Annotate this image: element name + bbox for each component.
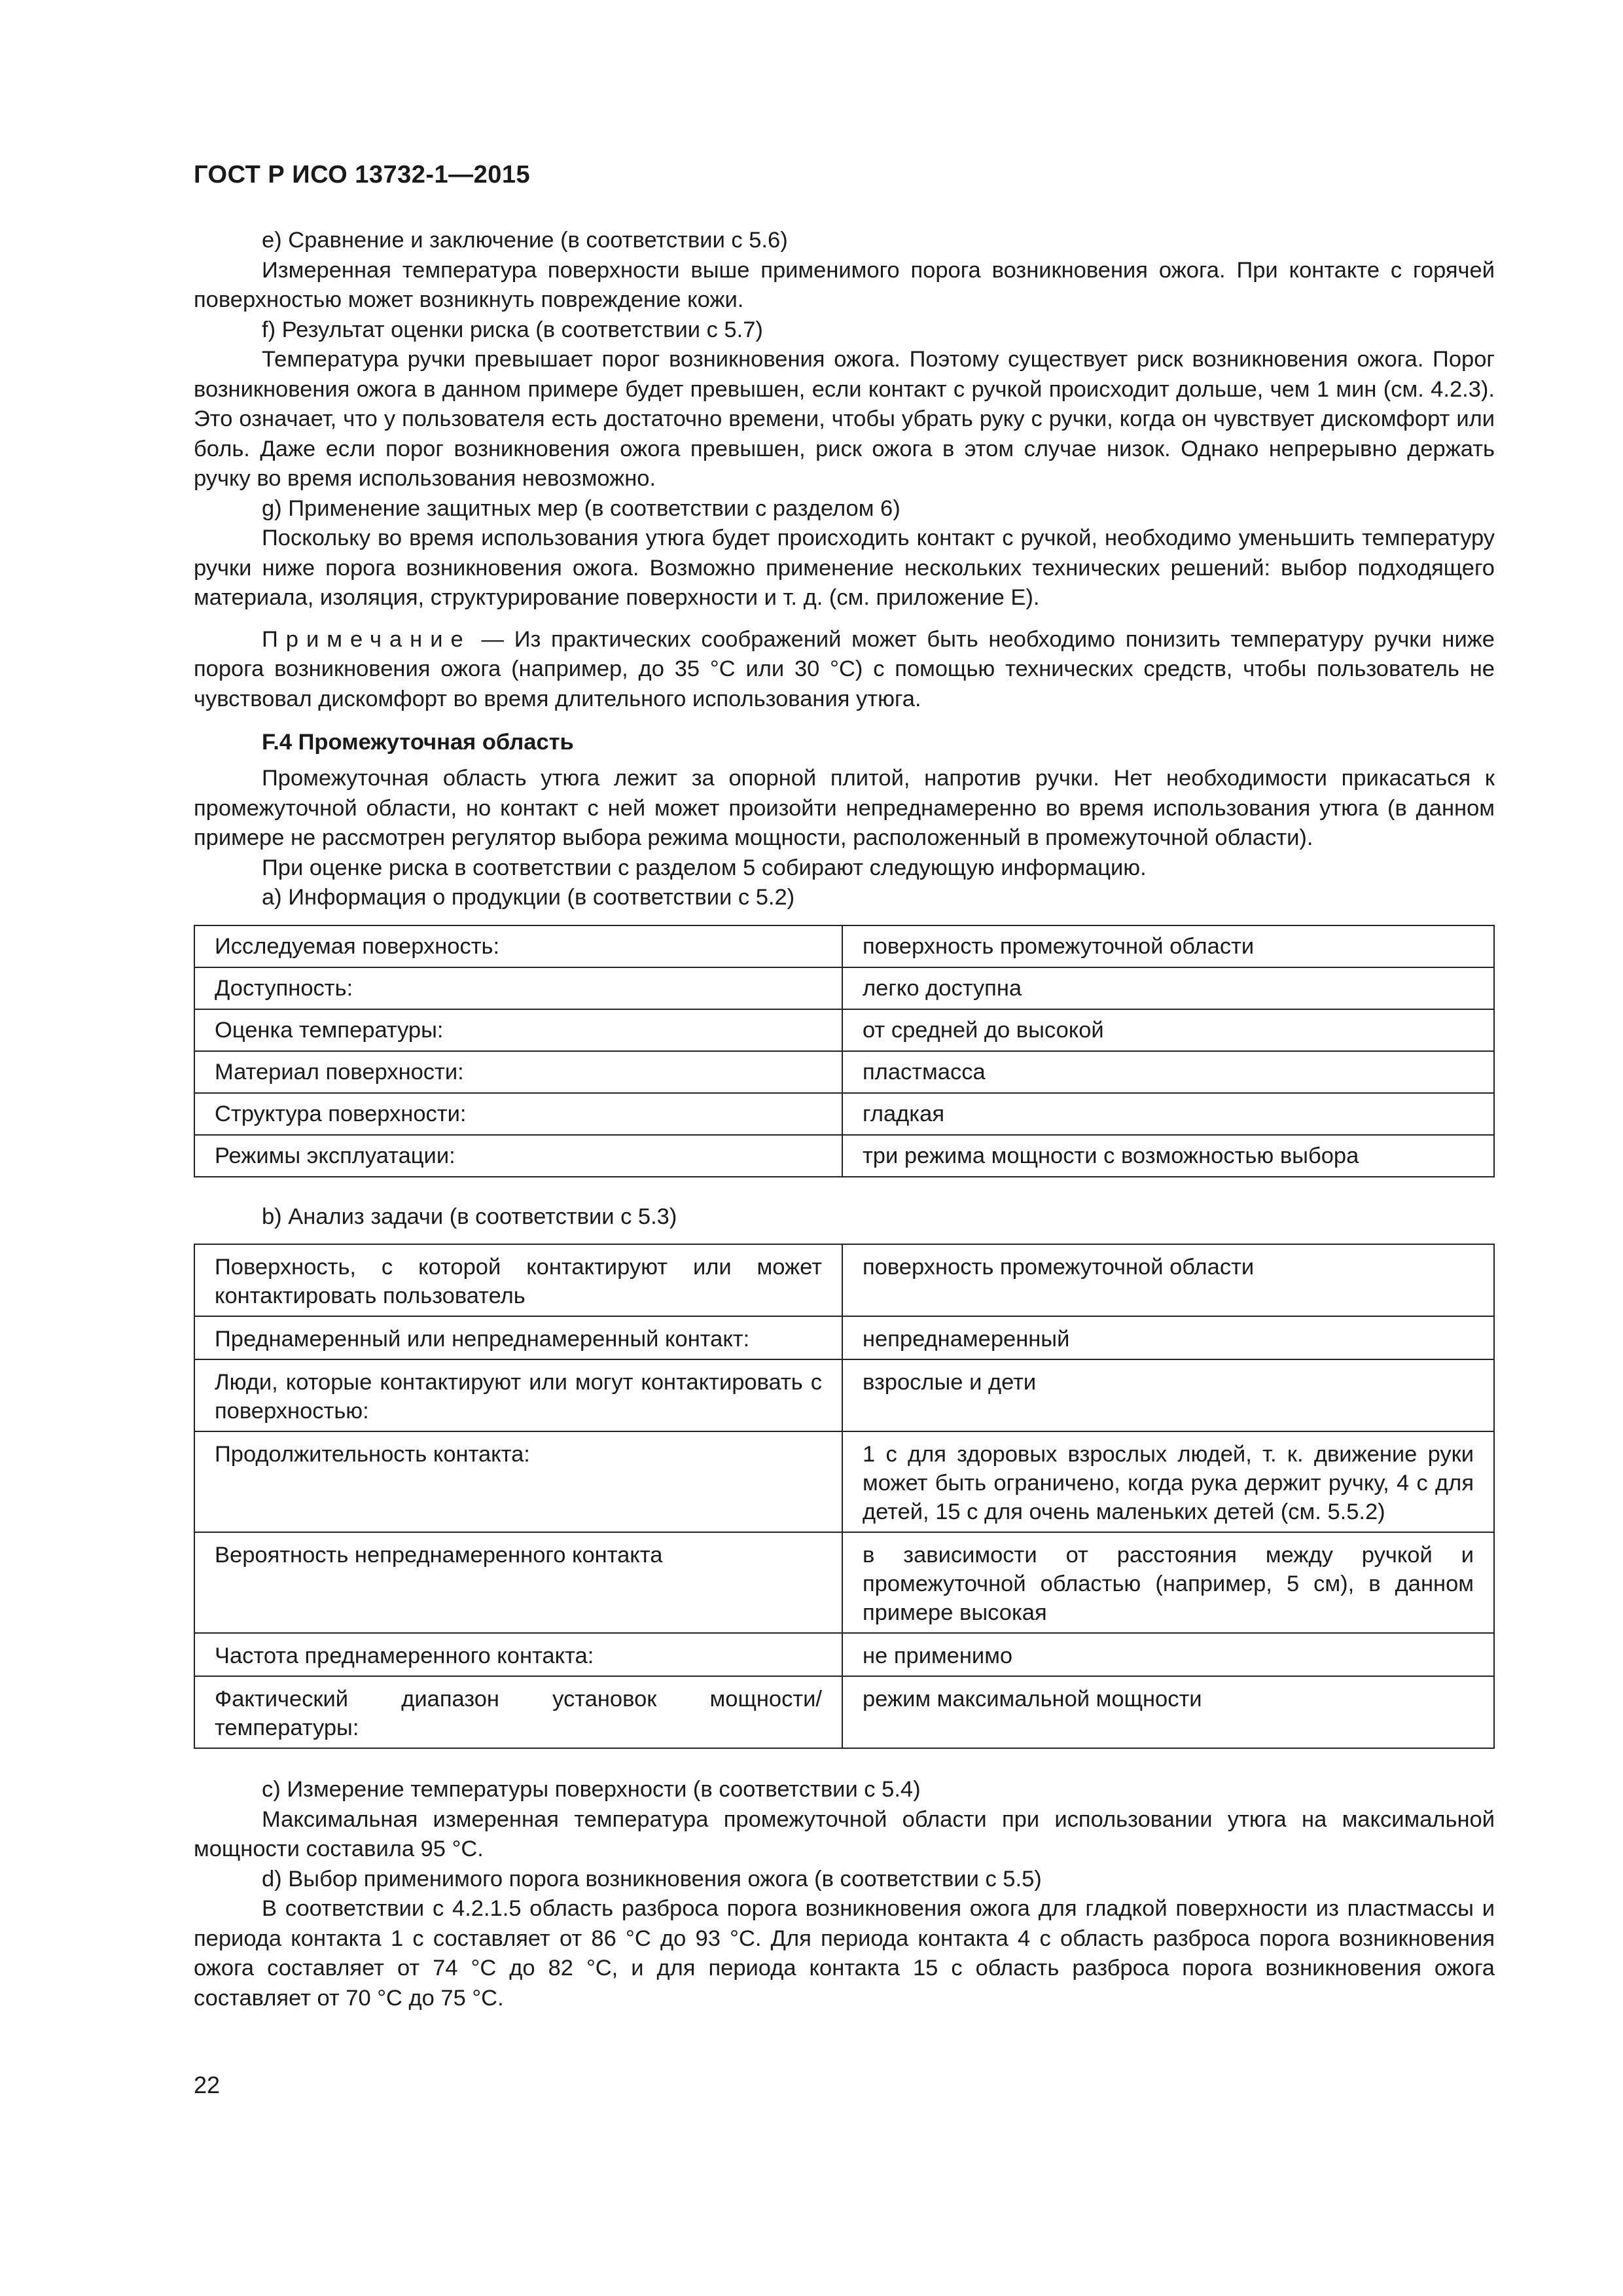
- table-row: [194, 1676, 1494, 1748]
- table-cell: Исследуемая поверхность:: [194, 925, 842, 967]
- table-cell: не применимо: [842, 1633, 1494, 1676]
- note-text: — Из практических соображений может быть необходимо понизить температуру ручки ниже порога возникновения ожога (например, до 35 °C или 30 °C) с помощью технических средств, чтобы пользователь не чувствовал дискомфорт во время длительного использования утюга.: [194, 626, 1495, 711]
- section-paragraph-2: При оценке риска в соответствии с разделом 5 собирают следующую информацию.: [262, 855, 1147, 880]
- item-d: d) Выбор применимого порога возникновения ожога (в соответствии с 5.5): [262, 1866, 1042, 1892]
- table-row: [194, 1244, 1494, 1316]
- document-body: [194, 226, 1495, 2013]
- item-e-text: Измеренная температура поверхности выше применимого порога возникновения ожога. При контакте с горячей поверхностью может возникнуть повреждение кожи.: [194, 257, 1495, 312]
- page-number: 22: [194, 2072, 221, 2098]
- table-cell: Преднамеренный или непреднамеренный контакт:: [194, 1316, 842, 1359]
- table-cell: от средней до высокой: [842, 1009, 1494, 1051]
- table-row: [194, 1135, 1494, 1177]
- table-row: [194, 1093, 1494, 1135]
- table-cell: Поверхность, с которой контактируют или может контактировать пользователь: [194, 1244, 842, 1316]
- table-cell: легко доступна: [842, 967, 1494, 1009]
- section-heading: F.4 Промежуточная область: [262, 730, 574, 755]
- item-a: a) Информация о продукции (в соответствии с 5.2): [262, 885, 795, 910]
- table-cell: Продолжительность контакта:: [194, 1431, 842, 1532]
- table-cell: три режима мощности с возможностью выбора: [842, 1135, 1494, 1177]
- item-e: e) Сравнение и заключение (в соответствии с 5.6): [262, 228, 788, 253]
- item-f-text: Температура ручки превышает порог возникновения ожога. Поэтому существует риск возникновения ожога. Порог возникновения ожога в данном примере будет превышен, если контакт с ручкой происходит дольше, чем 1 мин (см. 4.2.3). Это означает, что у пользователя есть достаточно времени, чтобы убрать руку с ручки, когда он чувствует дискомфорт или боль. Даже если порог возникновения ожога превышен, риск ожога в этом случае низок. Однако непрерывно держать ручку во время использования невозможно.: [194, 347, 1495, 491]
- table-cell: Оценка температуры:: [194, 1009, 842, 1051]
- table-row: [194, 1316, 1494, 1359]
- table-row: [194, 925, 1494, 967]
- table-row: [194, 1431, 1494, 1532]
- item-b: b) Анализ задачи (в соответствии с 5.3): [262, 1204, 677, 1229]
- note: [194, 625, 1495, 715]
- item-c: c) Измерение температуры поверхности (в соответствии с 5.4): [262, 1777, 921, 1802]
- table-cell: в зависимости от расстояния между ручкой и промежуточной областью (например, 5 см), в данном примере высокая: [842, 1532, 1494, 1633]
- table-cell: Частота преднамеренного контакта:: [194, 1633, 842, 1676]
- item-g-text: Поскольку во время использования утюга будет происходить контакт с ручкой, необходимо уменьшить температуру ручки ниже порога возникновения ожога. Возможно применение нескольких технических решений: выбор подходящего материала, изоляция, структурирование поверхности и т. д. (см. приложение E).: [194, 526, 1495, 610]
- item-f: f) Результат оценки риска (в соответствии с 5.7): [262, 317, 763, 342]
- table-cell: взрослые и дети: [842, 1359, 1494, 1431]
- note-label: Примечание: [262, 626, 471, 652]
- table-cell: Люди, которые контактируют или могут контактировать с поверхностью:: [194, 1359, 842, 1431]
- document-header: ГОСТ Р ИСО 13732-1—2015: [194, 161, 531, 188]
- task-analysis-table: [194, 1244, 1495, 1749]
- table-cell: Вероятность непреднамеренного контакта: [194, 1532, 842, 1633]
- product-info-table: [194, 925, 1495, 1177]
- table-row: [194, 1051, 1494, 1093]
- table-row: [194, 1359, 1494, 1431]
- section-paragraph-1: Промежуточная область утюга лежит за опорной плитой, напротив ручки. Нет необходимости прикасаться к промежуточной области, но контакт с ней может произойти непреднамеренно во время использования утюга (в данном примере не рассмотрен регулятор выбора режима мощности, расположенный в промежуточной области).: [194, 766, 1495, 850]
- table-cell: гладкая: [842, 1093, 1494, 1135]
- table-cell: непреднамеренный: [842, 1316, 1494, 1359]
- item-d-text: В соответствии с 4.2.1.5 область разброса порога возникновения ожога для гладкой поверхности из пластмассы и периода контакта 1 с составляет от 86 °C до 93 °C. Для периода контакта 4 с область разброса порога возникновения ожога составляет от 74 °C до 82 °C, и для периода контакта 15 с область разброса порога возникновения ожога составляет от 70 °C до 75 °C.: [194, 1896, 1495, 2011]
- table-cell: поверхность промежуточной области: [842, 925, 1494, 967]
- table-cell: пластмасса: [842, 1051, 1494, 1093]
- table-row: [194, 1633, 1494, 1676]
- table-cell: Структура поверхности:: [194, 1093, 842, 1135]
- table-cell: режим максимальной мощности: [842, 1676, 1494, 1748]
- table-cell: 1 с для здоровых взрослых людей, т. к. движение руки может быть ограничено, когда рука держит ручку, 4 с для детей, 15 с для очень маленьких детей (см. 5.5.2): [842, 1431, 1494, 1532]
- table-cell: Доступность:: [194, 967, 842, 1009]
- table-row: [194, 1532, 1494, 1633]
- table-row: [194, 967, 1494, 1009]
- table-cell: Режимы эксплуатации:: [194, 1135, 842, 1177]
- item-c-text: Максимальная измеренная температура промежуточной области при использовании утюга на максимальной мощности составила 95 °C.: [194, 1806, 1495, 1861]
- item-g: g) Применение защитных мер (в соответствии с разделом 6): [262, 495, 901, 521]
- table-cell: поверхность промежуточной области: [842, 1244, 1494, 1316]
- table-cell: Материал поверхности:: [194, 1051, 842, 1093]
- table-cell: Фактический диапазон установок мощности/температуры:: [194, 1676, 842, 1748]
- table-row: [194, 1009, 1494, 1051]
